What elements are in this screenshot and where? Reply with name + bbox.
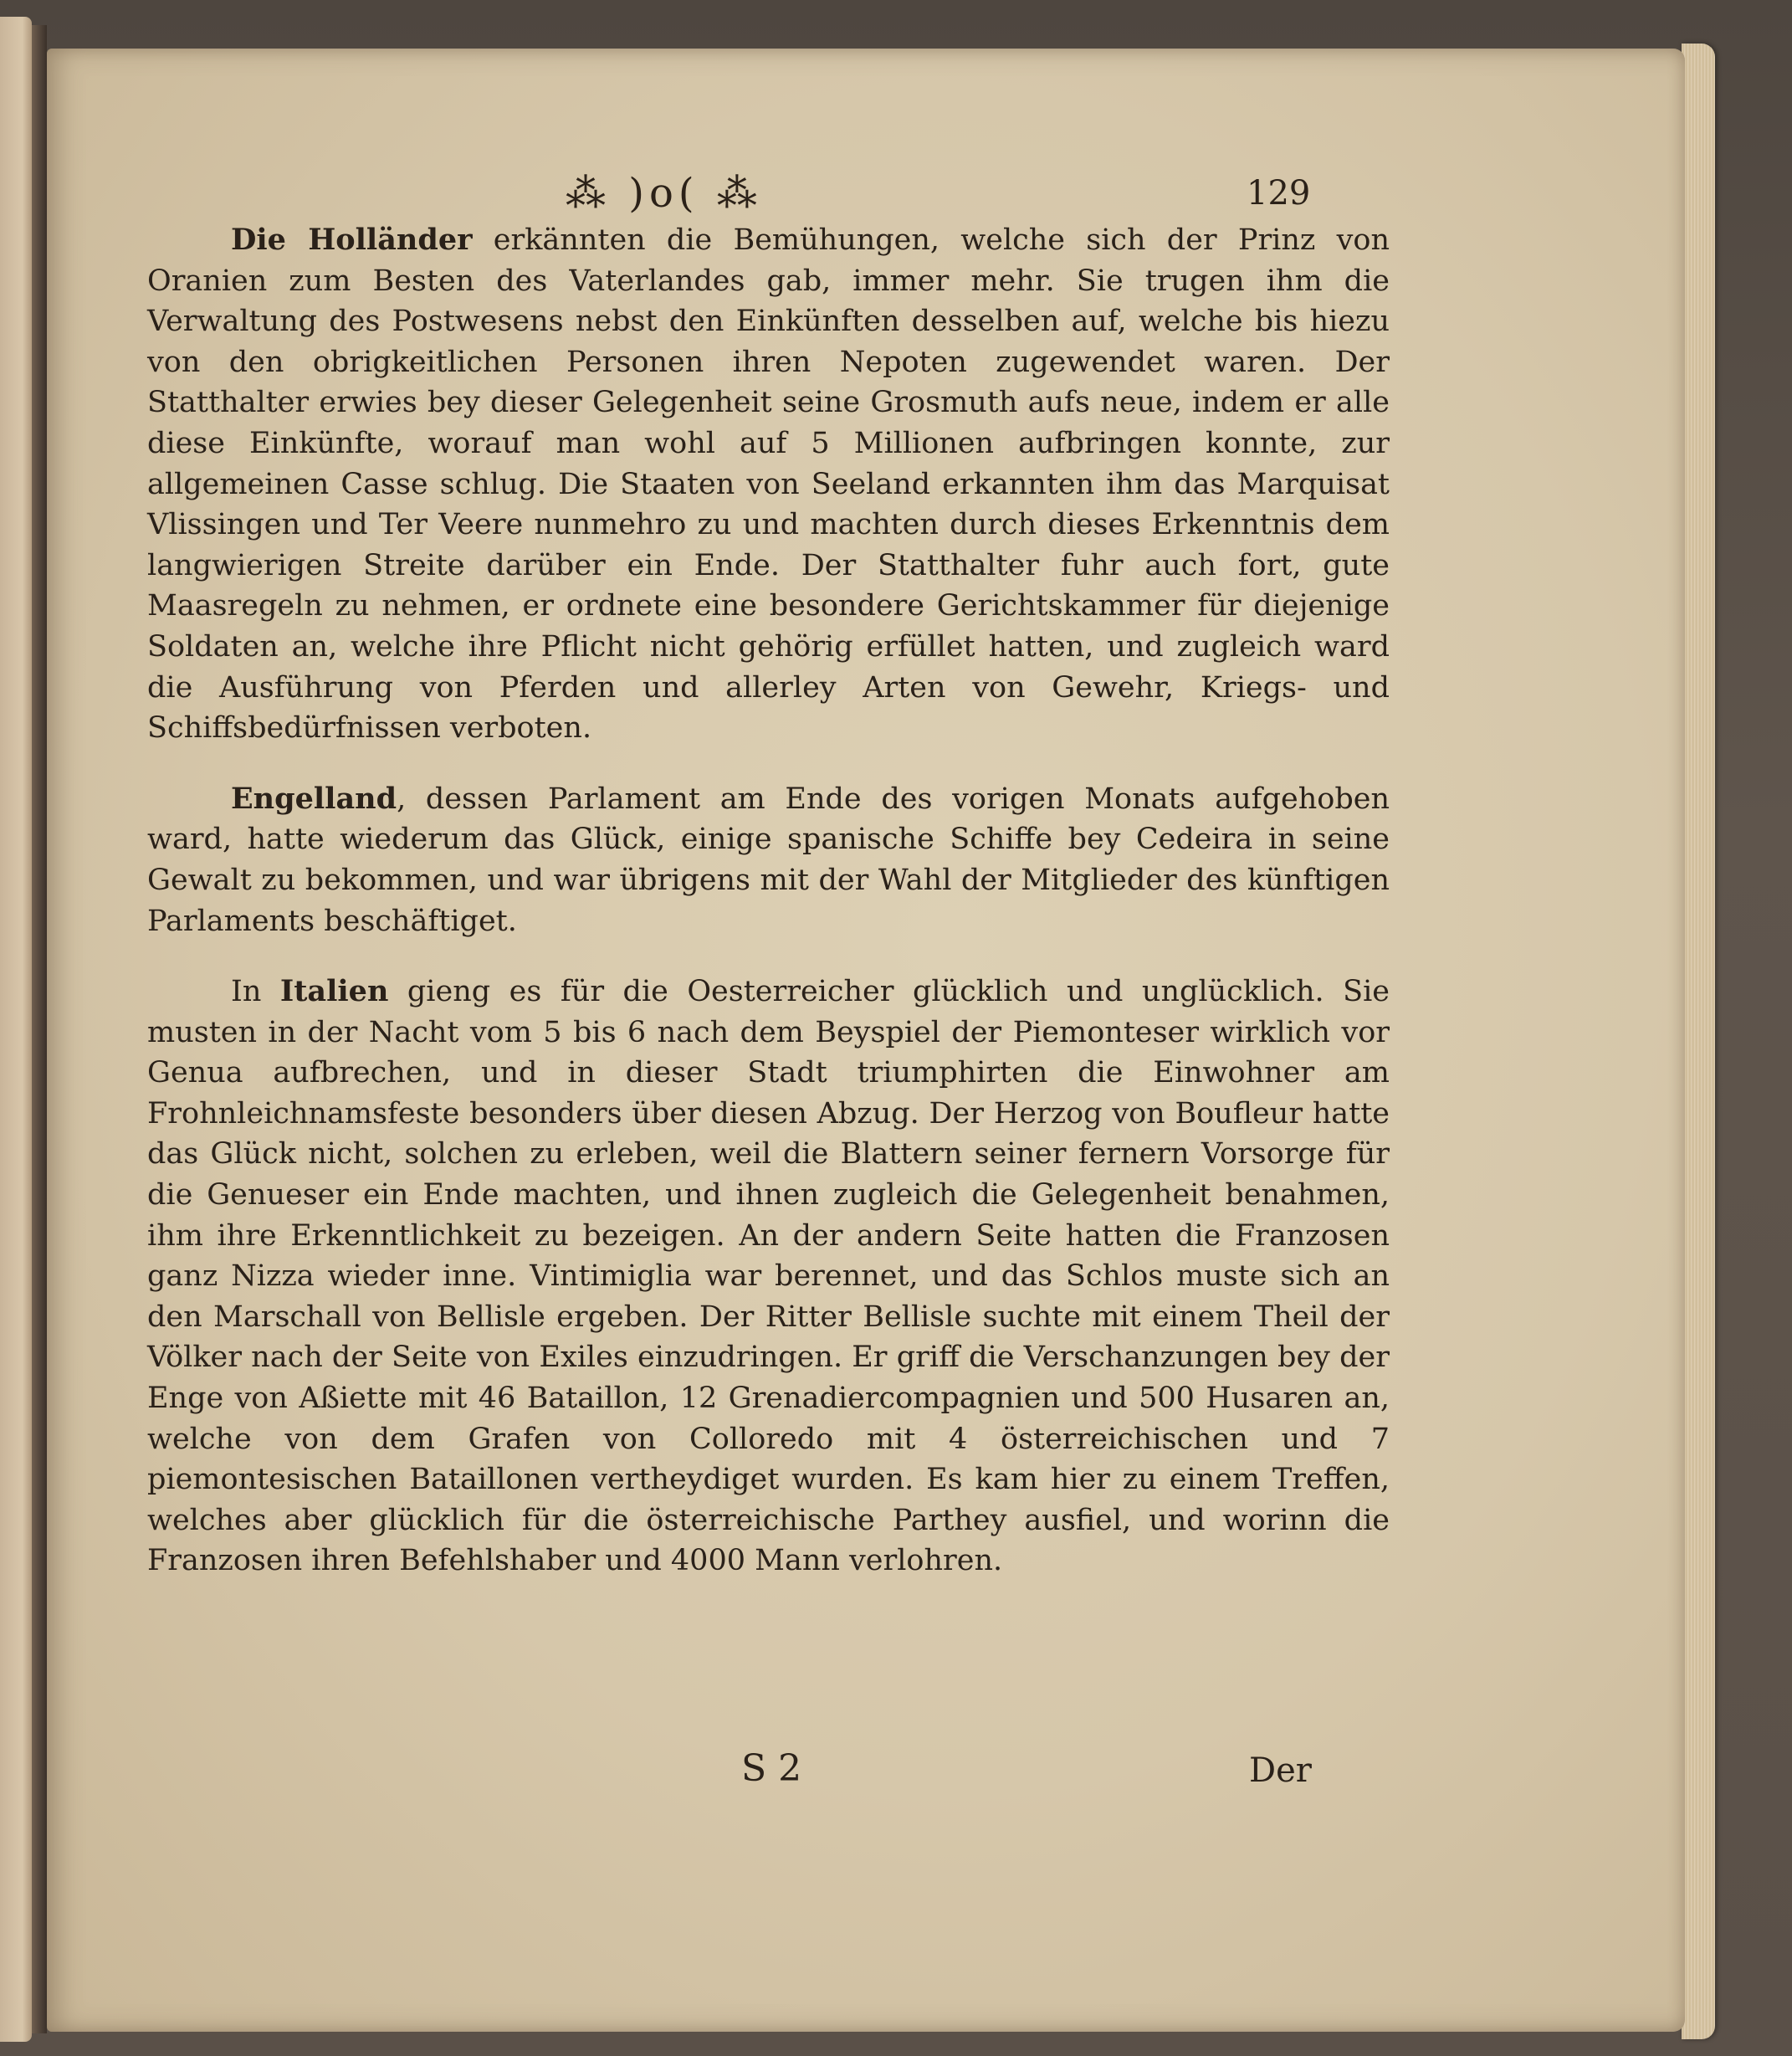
paragraph-text: erkännten die Bemühungen, welche sich der Prinz von Oranien zum Besten des Vaterlandes gab, immer mehr. Sie trugen ihm die Verwaltung des Postwesens nebst den Einkünften desselben auf, welche bis hiezu von den obrigkeitlichen Personen ihren Nepoten zugewendet waren. Der Statthalter erwies bey dieser Gelegenheit seine Grosmuth aufs neue, indem er alle diese Einkünfte, worauf man wohl auf 5 Millionen aufbringen konnte, zur allgemeinen Casse schlug. Die Staaten von Seeland erkannten ihm das Marquisat Vlissingen und Ter Veere nunmehro zu und machten durch dieses Erkenntnis dem langwierigen Streite darüber ein Ende. Der Statthalter fuhr auch fort, gute Maasregeln zu nehmen, er ordnete eine besondere Gerichtskammer für diejenige Soldaten an, welche ihre Pflicht nicht gehörig erfüllet hatten, und zugleich ward die Ausführung von Pferden und allerley Arten von Gewehr, Kriegs- und Schiffsbedürfnissen verboten.: [147, 223, 1390, 746]
paragraph-italien: [147, 972, 1390, 1582]
catchword: Der: [1249, 1751, 1312, 1790]
paragraph-hollaender: [147, 220, 1390, 749]
body-text: [147, 220, 1390, 1582]
page-fore-edge: [1682, 44, 1715, 2039]
header-ornament: ⁂ )o( ⁂: [566, 170, 762, 217]
paragraph-text: , dessen Parlament am Ende des vorigen Monats aufgehoben ward, hatte wiederum das Glück, einige spanische Schiffe bey Cedeira in seine Gewalt zu bekommen, und war übrigens mit der Wahl der Mitglieder des künftigen Parlaments beschäftiget.: [147, 782, 1390, 938]
paragraph-prefix: In: [231, 975, 280, 1009]
page-number: 129: [1247, 174, 1311, 213]
facing-page-edge: [0, 17, 32, 2042]
book-page: [47, 49, 1685, 2032]
paragraph-lead: Die Holländer: [231, 223, 473, 257]
signature-mark: S 2: [741, 1747, 802, 1790]
paragraph-lead: Italien: [279, 974, 389, 1009]
book-gutter: [32, 25, 47, 2033]
paragraph-text: gieng es für die Oesterreicher glücklich und unglücklich. Sie musten in der Nacht vom 5 bis 6 nach dem Beyspiel der Piemonteser wirklich vor Genua aufbrechen, und in dieser Stadt triumphirten die Einwohner am Frohnleichnamsfeste besonders über diesen Abzug. Der Herzog von Boufleur hatte das Glück nicht, solchen zu erleben, weil die Blattern seiner fernern Vorsorge für die Genueser ein Ende machten, und ihnen zugleich die Gelegenheit benahmen, ihm ihre Erkenntlichkeit zu bezeigen. An der andern Seite hatten die Franzosen ganz Nizza wieder inne. Vintimiglia war berennet, und das Schlos muste sich an den Marschall von Bellisle ergeben. Der Ritter Bellisle suchte mit einem Theil der Völker nach der Seite von Exiles einzudringen. Er griff die Verschanzungen bey der Enge von Aßiette mit 46 Bataillon, 12 Grenadiercompagnien und 500 Husaren an, welche von dem Grafen von Colloredo mit 4 österreichischen und 7 piemontesischen Bataillonen vertheydiget wurden. Es kam hier zu einem Treffen, welches aber glücklich für die österreichische Parthey ausfiel, und worinn die Franzosen ihren Befehlshaber und 4000 Mann verlohren.: [147, 975, 1390, 1578]
paragraph-lead: Engelland: [231, 781, 397, 816]
paragraph-engelland: [147, 779, 1390, 941]
